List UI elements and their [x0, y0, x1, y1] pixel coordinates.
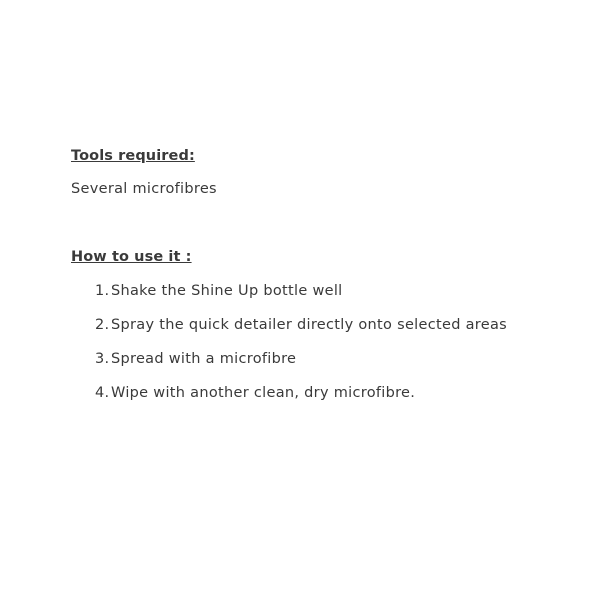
step-number: 2.	[95, 317, 110, 333]
step-number: 3.	[95, 351, 110, 367]
step-text: Spray the quick detailer directly onto selected areas	[111, 317, 508, 333]
step-number: 1.	[95, 283, 110, 299]
step-item	[71, 316, 571, 334]
howto-heading: How to use it :	[71, 249, 192, 265]
step-text: Shake the Shine Up bottle well	[111, 283, 343, 299]
step-item	[71, 282, 571, 300]
step-text: Spread with a microfibre	[111, 351, 297, 367]
step-text: Wipe with another clean, dry microfibre.	[111, 385, 416, 401]
step-number: 4.	[95, 385, 110, 401]
step-item	[71, 384, 571, 402]
tools-value: Several microfibres	[71, 181, 217, 197]
instructions-section	[71, 147, 571, 418]
steps-list	[71, 282, 571, 402]
tools-heading: Tools required:	[71, 148, 195, 164]
step-item	[71, 350, 571, 368]
